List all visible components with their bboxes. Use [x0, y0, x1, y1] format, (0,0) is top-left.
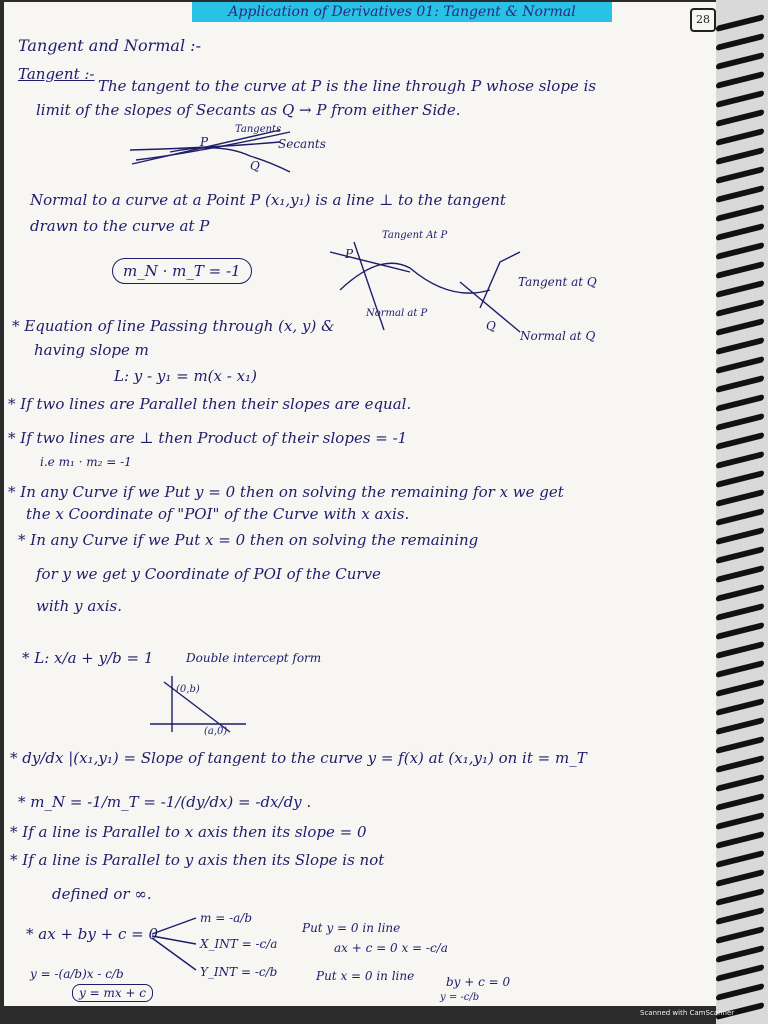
put-x-zero-result: y = -c/b: [440, 992, 480, 1003]
note-having-slope: having slope m: [34, 341, 149, 359]
note-parallel-y-axis: * If a line is Parallel to y axis then its Slope is not: [10, 851, 385, 869]
intercept-form-equation: * L: x/a + y/b = 1: [22, 649, 154, 667]
note-undefined: defined or ∞.: [52, 885, 152, 903]
note-perpendicular-lines: * If two lines are ⊥ then Product of their slopes = -1: [8, 429, 408, 447]
tangent-label: Tangent :-: [18, 65, 95, 83]
normal-definition-line2: drawn to the curve at P: [30, 217, 210, 235]
perpendicular-slope-relation: m_N · m_T = -1: [112, 258, 252, 284]
note-parallel-x-axis: * If a line is Parallel to x axis then its slope = 0: [10, 823, 367, 841]
fig1-point-q: Q: [250, 159, 260, 173]
page-number: 28: [690, 8, 716, 32]
page-title: Application of Derivatives 01: Tangent & Normal: [192, 2, 612, 22]
general-line-slope: m = -a/b: [200, 911, 252, 925]
put-x-zero: Put x = 0 in line: [316, 969, 415, 983]
tangent-definition-line1: The tangent to the curve at P is the line through P whose slope is: [98, 77, 597, 95]
put-y-zero: Put y = 0 in line: [302, 921, 401, 935]
note-parallel-lines: * If two lines are Parallel then their slopes are equal.: [8, 395, 412, 413]
tangent-definition-line2: limit of the slopes of Secants as Q → P from either Side.: [36, 101, 461, 119]
fig2-tangent-at-p: Tangent At P: [382, 230, 448, 241]
scanner-watermark: Scanned with CamScanner: [640, 1009, 735, 1017]
general-line-branches: [150, 914, 200, 976]
fig2-point-p: P: [345, 247, 354, 261]
general-line-x-intercept: X_INT = -c/a: [200, 937, 278, 951]
slope-intercept-form: y = mx + c: [72, 984, 153, 1002]
slope-intercept-derivation: y = -(a/b)x - c/b: [30, 967, 124, 981]
point-slope-form: L: y - y₁ = m(x - x₁): [114, 367, 257, 385]
note-line-equation: * Equation of line Passing through (x, y) &: [12, 317, 335, 335]
intercept-point-a: (a,0): [204, 726, 228, 737]
intercept-graph: [150, 676, 250, 738]
put-x-zero-equation: by + c = 0: [446, 975, 511, 989]
slope-of-normal-note: * m_N = -1/m_T = -1/(dy/dx) = -dx/dy .: [18, 793, 312, 811]
note-x-intercept-2: the x Coordinate of "POI" of the Curve with x axis.: [26, 505, 410, 523]
note-y-intercept-2: for y we get y Coordinate of POI of the Curve: [36, 565, 381, 583]
put-y-zero-result: ax + c = 0 x = -c/a: [334, 941, 448, 955]
general-line-equation: * ax + by + c = 0: [26, 925, 159, 943]
fig1-secants-label: Secants: [278, 137, 326, 151]
intercept-point-b: (0,b): [176, 684, 200, 695]
fig2-tangent-at-q: Tangent at Q: [518, 275, 597, 289]
note-x-intercept-1: * In any Curve if we Put y = 0 then on solving the remaining for x we get: [8, 483, 564, 501]
note-y-intercept-1: * In any Curve if we Put x = 0 then on solving the remaining: [18, 531, 479, 549]
fig2-normal-at-p: Normal at P: [366, 308, 428, 319]
note-y-intercept-3: with y axis.: [36, 597, 123, 615]
fig2-point-q: Q: [486, 319, 496, 333]
fig1-point-p: P: [200, 135, 209, 149]
slope-of-tangent-note: * dy/dx |(x₁,y₁) = Slope of tangent to the curve y = f(x) at (x₁,y₁) on it = m_T: [10, 749, 587, 767]
normal-definition-line1: Normal to a curve at a Point P (x₁,y₁) is a line ⊥ to the tangent: [30, 191, 506, 209]
note-slope-product: i.e m₁ · m₂ = -1: [40, 455, 132, 469]
general-line-y-intercept: Y_INT = -c/b: [200, 965, 278, 979]
fig2-normal-at-q: Normal at Q: [520, 329, 596, 343]
fig1-tangents-label: Tangents: [235, 124, 282, 135]
section-heading: Tangent and Normal :-: [18, 36, 201, 55]
intercept-form-label: Double intercept form: [186, 651, 322, 665]
